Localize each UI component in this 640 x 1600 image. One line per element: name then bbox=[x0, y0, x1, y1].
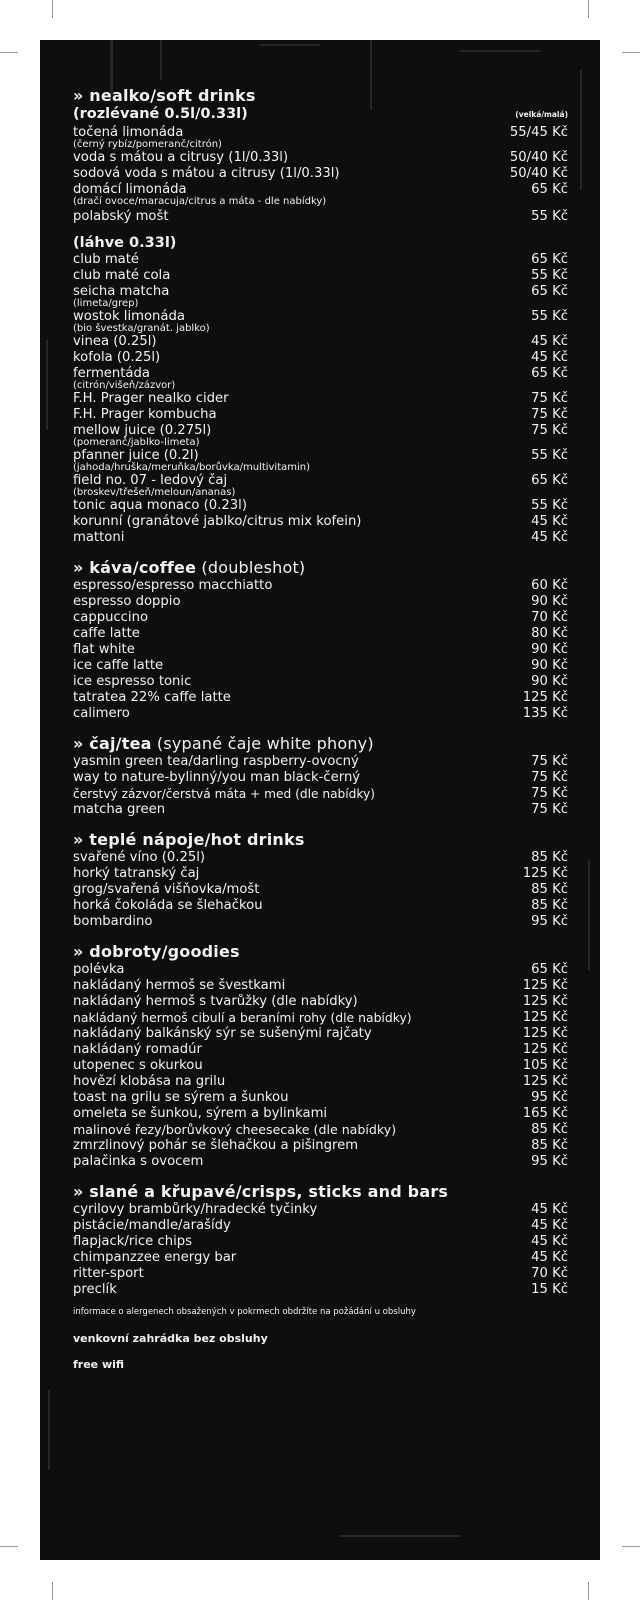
item-name: F.H. Prager nealko cider bbox=[73, 391, 229, 406]
texture-stroke bbox=[48, 1390, 50, 1470]
menu-item bbox=[73, 690, 568, 706]
crop-mark bbox=[52, 1582, 53, 1600]
item-name: horký tatranský čaj bbox=[73, 866, 200, 881]
menu-item bbox=[73, 1266, 568, 1282]
item-list bbox=[73, 850, 568, 930]
crop-mark bbox=[622, 1546, 640, 1547]
texture-stroke bbox=[340, 1535, 460, 1537]
item-name: palačinka s ovocem bbox=[73, 1154, 204, 1169]
menu-item bbox=[73, 770, 568, 786]
menu-item bbox=[73, 706, 568, 722]
menu-item bbox=[73, 391, 568, 407]
section-hot-drinks bbox=[73, 830, 568, 930]
item-name: club maté cola bbox=[73, 268, 171, 283]
item-price: 45 Kč bbox=[531, 1202, 568, 1217]
menu-item bbox=[73, 658, 568, 674]
menu-item bbox=[73, 1026, 568, 1042]
menu-item bbox=[73, 914, 568, 930]
menu-item bbox=[73, 473, 568, 498]
menu-item bbox=[73, 1250, 568, 1266]
item-name: cyrilovy brambůrky/hradecké tyčinky bbox=[73, 1202, 318, 1217]
item-name: espresso/espresso macchiatto bbox=[73, 578, 273, 593]
section-title: » teplé nápoje/hot drinks bbox=[73, 830, 305, 849]
menu-item bbox=[73, 514, 568, 530]
item-name: nakládaný hermoš se švestkami bbox=[73, 978, 286, 993]
item-name: nakládaný romadúr bbox=[73, 1042, 202, 1057]
item-name: ice caffe latte bbox=[73, 658, 164, 673]
menu-item bbox=[73, 1058, 568, 1074]
menu-item bbox=[73, 1218, 568, 1234]
item-price: 50/40 Kč bbox=[509, 166, 568, 181]
section-note: (doubleshot) bbox=[196, 558, 306, 577]
item-name: pfanner juice (0.2l) bbox=[73, 448, 199, 463]
section-title bbox=[73, 734, 568, 754]
menu-item bbox=[73, 1106, 568, 1122]
item-list bbox=[73, 125, 568, 225]
menu-item bbox=[73, 1122, 568, 1138]
item-name: chimpanzzee energy bar bbox=[73, 1250, 237, 1265]
item-price: 75 Kč bbox=[531, 802, 568, 817]
item-name: toast na grilu se sýrem a šunkou bbox=[73, 1090, 289, 1105]
menu-item bbox=[73, 334, 568, 350]
menu-item bbox=[73, 994, 568, 1010]
crop-mark bbox=[622, 52, 640, 53]
menu-item bbox=[73, 642, 568, 658]
item-price: 165 Kč bbox=[522, 1106, 568, 1121]
item-description: (dračí ovoce/maracuja/citrus a máta - dle nabídky) bbox=[73, 196, 327, 207]
item-price: 125 Kč bbox=[522, 978, 568, 993]
menu-item bbox=[73, 498, 568, 514]
texture-stroke bbox=[588, 860, 590, 970]
menu-item bbox=[73, 268, 568, 284]
item-name: F.H. Prager kombucha bbox=[73, 407, 217, 422]
crop-mark bbox=[588, 0, 589, 18]
item-price: 85 Kč bbox=[531, 1138, 568, 1153]
menu-item bbox=[73, 866, 568, 882]
menu-item bbox=[73, 802, 568, 818]
item-price: 95 Kč bbox=[531, 1154, 568, 1169]
item-price: 125 Kč bbox=[522, 1010, 568, 1025]
menu-item bbox=[73, 786, 568, 802]
item-name: malinové řezy/borůvkový cheesecake (dle nabídky) bbox=[73, 1122, 397, 1137]
item-name: svařené víno (0.25l) bbox=[73, 850, 206, 865]
menu-item bbox=[73, 978, 568, 994]
section-title: » dobroty/goodies bbox=[73, 942, 240, 961]
item-name: hovězí klobása na grilu bbox=[73, 1074, 226, 1089]
texture-stroke bbox=[460, 50, 540, 52]
menu-item bbox=[73, 252, 568, 268]
item-price: 90 Kč bbox=[531, 658, 568, 673]
item-name: field no. 07 - ledový čaj bbox=[73, 473, 228, 488]
item-description: (limeta/grep) bbox=[73, 298, 139, 309]
item-name: cappuccino bbox=[73, 610, 149, 625]
item-name: yasmin green tea/darling raspberry-ovocný bbox=[73, 754, 359, 769]
item-name: sodová voda s mátou a citrusy (1l/0.33l) bbox=[73, 166, 340, 181]
item-name: way to nature-bylinný/you man black-černý bbox=[73, 770, 361, 785]
item-name: mellow juice (0.275l) bbox=[73, 423, 212, 438]
item-price: 80 Kč bbox=[531, 626, 568, 641]
item-price: 45 Kč bbox=[531, 1234, 568, 1249]
item-name: preclík bbox=[73, 1282, 117, 1297]
item-price: 50/40 Kč bbox=[509, 150, 568, 165]
menu-item bbox=[73, 578, 568, 594]
item-name: espresso doppio bbox=[73, 594, 181, 609]
menu-item bbox=[73, 407, 568, 423]
section-title bbox=[73, 558, 568, 578]
menu-item bbox=[73, 1202, 568, 1218]
menu-item bbox=[73, 530, 568, 546]
item-price: 65 Kč bbox=[531, 252, 568, 267]
menu-item bbox=[73, 898, 568, 914]
item-name: utopenec s okurkou bbox=[73, 1058, 203, 1073]
menu-item bbox=[73, 962, 568, 978]
item-price: 45 Kč bbox=[531, 1250, 568, 1265]
menu-item bbox=[73, 1074, 568, 1090]
section-title: » slané a křupavé/crisps, sticks and bars bbox=[73, 1182, 449, 1201]
item-name: pistácie/mandle/arašídy bbox=[73, 1218, 231, 1233]
item-price: 70 Kč bbox=[531, 1266, 568, 1281]
item-price: 125 Kč bbox=[522, 1074, 568, 1089]
item-name: nakládaný balkánský sýr se sušenými rajčaty bbox=[73, 1026, 372, 1041]
section-title-text: » káva/coffee bbox=[73, 558, 197, 577]
item-name: tonic aqua monaco (0.23l) bbox=[73, 498, 247, 513]
subsection-header bbox=[73, 106, 568, 125]
menu-item bbox=[73, 150, 568, 166]
item-price: 55 Kč bbox=[531, 498, 568, 513]
item-price: 65 Kč bbox=[531, 182, 568, 197]
item-price: 75 Kč bbox=[531, 770, 568, 785]
menu-item bbox=[73, 674, 568, 690]
item-price: 45 Kč bbox=[531, 334, 568, 349]
item-description: (citrón/višeň/zázvor) bbox=[73, 380, 176, 391]
menu-item bbox=[73, 610, 568, 626]
section-crisps bbox=[73, 1182, 568, 1298]
item-name: domácí limonáda bbox=[73, 182, 187, 197]
item-price: 65 Kč bbox=[531, 366, 568, 381]
menu-item bbox=[73, 1138, 568, 1154]
item-price: 70 Kč bbox=[531, 610, 568, 625]
item-name: ice espresso tonic bbox=[73, 674, 192, 689]
section-title-text: » čaj/tea bbox=[73, 734, 152, 753]
section-goodies bbox=[73, 942, 568, 1170]
item-name: mattoni bbox=[73, 530, 125, 545]
item-name: korunní (granátové jablko/citrus mix kofein) bbox=[73, 514, 362, 529]
subsection-header bbox=[73, 235, 568, 252]
item-name: seicha matcha bbox=[73, 284, 170, 299]
item-name: tatratea 22% caffe latte bbox=[73, 690, 231, 705]
item-price: 90 Kč bbox=[531, 642, 568, 657]
menu-item bbox=[73, 1154, 568, 1170]
item-name: flat white bbox=[73, 642, 135, 657]
menu-item bbox=[73, 882, 568, 898]
item-name: grog/svařená višňovka/mošt bbox=[73, 882, 260, 897]
menu-item bbox=[73, 284, 568, 309]
item-price: 45 Kč bbox=[531, 350, 568, 365]
item-price: 85 Kč bbox=[531, 898, 568, 913]
item-description: (černý rybíz/pomeranč/citrón) bbox=[73, 139, 222, 150]
menu-item bbox=[73, 209, 568, 225]
item-price: 85 Kč bbox=[531, 882, 568, 897]
item-price: 75 Kč bbox=[531, 754, 568, 769]
item-name: vinea (0.25l) bbox=[73, 334, 157, 349]
item-description: (pomeranč/jablko-limeta) bbox=[73, 437, 200, 448]
item-list bbox=[73, 1202, 568, 1298]
item-price: 45 Kč bbox=[531, 1218, 568, 1233]
item-price: 95 Kč bbox=[531, 914, 568, 929]
item-name: polabský mošt bbox=[73, 209, 169, 224]
menu-item bbox=[73, 850, 568, 866]
item-price: 65 Kč bbox=[531, 962, 568, 977]
menu-item bbox=[73, 594, 568, 610]
texture-stroke bbox=[160, 40, 162, 80]
item-price: 75 Kč bbox=[531, 423, 568, 438]
texture-stroke bbox=[260, 44, 320, 46]
item-price: 125 Kč bbox=[522, 866, 568, 881]
item-name: club maté bbox=[73, 252, 140, 267]
menu-item bbox=[73, 1282, 568, 1298]
crop-mark bbox=[0, 1546, 18, 1547]
crop-mark bbox=[588, 1582, 589, 1600]
item-list bbox=[73, 962, 568, 1170]
item-list bbox=[73, 252, 568, 546]
menu-item bbox=[73, 1090, 568, 1106]
menu-item bbox=[73, 309, 568, 334]
size-column-note: (velká/malá) bbox=[515, 110, 568, 119]
item-description: (bio švestka/granát. jablko) bbox=[73, 323, 210, 334]
item-price: 65 Kč bbox=[531, 284, 568, 299]
item-price: 65 Kč bbox=[531, 473, 568, 488]
item-price: 125 Kč bbox=[522, 1026, 568, 1041]
item-price: 75 Kč bbox=[531, 786, 568, 801]
menu-item bbox=[73, 166, 568, 182]
texture-stroke bbox=[46, 340, 48, 430]
menu-item bbox=[73, 125, 568, 150]
item-price: 85 Kč bbox=[531, 1122, 568, 1137]
item-price: 90 Kč bbox=[531, 674, 568, 689]
menu-item bbox=[73, 448, 568, 473]
item-name: calimero bbox=[73, 706, 130, 721]
item-price: 55/45 Kč bbox=[509, 125, 568, 140]
crop-mark bbox=[52, 0, 53, 18]
item-name: bombardino bbox=[73, 914, 153, 929]
menu-item bbox=[73, 366, 568, 391]
item-price: 45 Kč bbox=[531, 514, 568, 529]
texture-stroke bbox=[580, 70, 582, 190]
item-price: 125 Kč bbox=[522, 1042, 568, 1057]
item-name: zmrzlinový pohár se šlehačkou a pišingrem bbox=[73, 1138, 359, 1153]
menu-item bbox=[73, 1042, 568, 1058]
item-name: horká čokoláda se šlehačkou bbox=[73, 898, 263, 913]
menu-item bbox=[73, 182, 568, 207]
item-price: 125 Kč bbox=[522, 994, 568, 1009]
item-name: ritter-sport bbox=[73, 1266, 144, 1281]
item-price: 105 Kč bbox=[522, 1058, 568, 1073]
item-price: 15 Kč bbox=[531, 1282, 568, 1297]
item-price: 60 Kč bbox=[531, 578, 568, 593]
item-price: 55 Kč bbox=[531, 209, 568, 224]
item-name: omeleta se šunkou, sýrem a bylinkami bbox=[73, 1106, 328, 1121]
menu-item bbox=[73, 1010, 568, 1026]
item-name: čerstvý zázvor/čerstvá máta + med (dle nabídky) bbox=[73, 787, 375, 801]
subsection-title: (rozlévané 0.5l/0.33l) bbox=[73, 106, 248, 122]
item-name: caffe latte bbox=[73, 626, 140, 641]
item-price: 55 Kč bbox=[531, 448, 568, 463]
menu-card bbox=[40, 40, 600, 1560]
subsection-title: (láhve 0.33l) bbox=[73, 235, 177, 251]
menu-item bbox=[73, 626, 568, 642]
item-price: 55 Kč bbox=[531, 268, 568, 283]
item-name: flapjack/rice chips bbox=[73, 1234, 192, 1249]
section-note: (sypané čaje white phony) bbox=[151, 734, 374, 753]
item-price: 125 Kč bbox=[522, 690, 568, 705]
item-price: 95 Kč bbox=[531, 1090, 568, 1105]
section-coffee bbox=[73, 558, 568, 722]
menu-item bbox=[73, 754, 568, 770]
item-name: nakládaný hermoš s tvarůžky (dle nabídky) bbox=[73, 994, 358, 1009]
item-price: 85 Kč bbox=[531, 850, 568, 865]
item-description: (jahoda/hruška/meruňka/borůvka/multivitamin) bbox=[73, 462, 311, 473]
wifi-note: free wifi bbox=[73, 1358, 125, 1371]
item-name: fermentáda bbox=[73, 366, 150, 381]
item-list bbox=[73, 578, 568, 722]
allergen-note: informace o alergenech obsažených v pokrmech obdržíte na požádání u obsluhy bbox=[73, 1307, 416, 1317]
item-price: 55 Kč bbox=[531, 309, 568, 324]
item-price: 75 Kč bbox=[531, 391, 568, 406]
item-price: 45 Kč bbox=[531, 530, 568, 545]
menu-item bbox=[73, 350, 568, 366]
section-soft-drinks bbox=[73, 86, 568, 546]
crop-mark bbox=[0, 52, 18, 53]
item-price: 135 Kč bbox=[522, 706, 568, 721]
item-name: wostok limonáda bbox=[73, 309, 185, 324]
menu-item bbox=[73, 1234, 568, 1250]
item-description: (broskev/třešeň/meloun/ananas) bbox=[73, 487, 236, 498]
item-name: nakládaný hermoš cibulí a beraními rohy (dle nabídky) bbox=[73, 1010, 412, 1025]
item-name: kofola (0.25l) bbox=[73, 350, 161, 365]
section-tea bbox=[73, 734, 568, 818]
item-name: matcha green bbox=[73, 802, 166, 817]
item-price: 90 Kč bbox=[531, 594, 568, 609]
menu-item bbox=[73, 423, 568, 448]
section-title: » nealko/soft drinks bbox=[73, 86, 256, 105]
item-name: voda s mátou a citrusy (1l/0.33l) bbox=[73, 150, 289, 165]
item-price: 75 Kč bbox=[531, 407, 568, 422]
item-list bbox=[73, 754, 568, 818]
item-name: polévka bbox=[73, 962, 125, 977]
item-name: točená limonáda bbox=[73, 125, 184, 140]
garden-note: venkovní zahrádka bez obsluhy bbox=[73, 1332, 268, 1345]
